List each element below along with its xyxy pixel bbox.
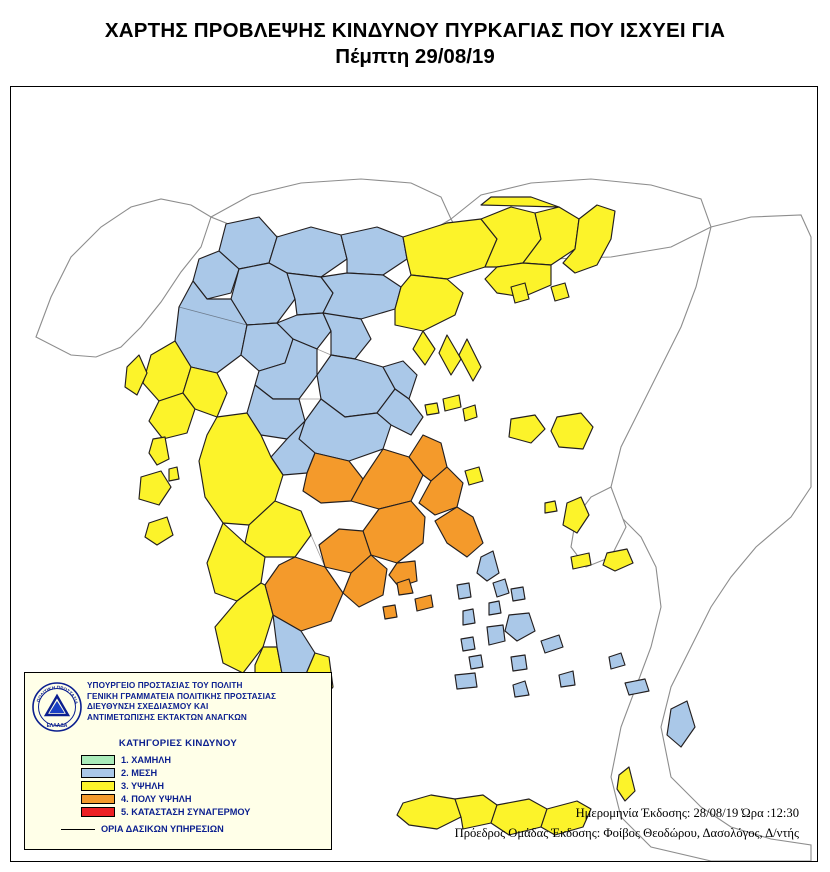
legend-swatch-very-high (81, 794, 115, 804)
prefecture-chalkidiki-peninsula-2 (439, 335, 461, 375)
island-poros-hydra (415, 595, 433, 611)
title-line-2: Πέμπτη 29/08/19 (335, 45, 495, 68)
authority-line-2: ΓΕΝΙΚΗ ΓΡΑΜΜΑΤΕΙΑ ΠΟΛΙΤΙΚΗΣ ΠΡΟΣΤΑΣΙΑΣ (87, 691, 277, 701)
island-spetses (383, 605, 397, 619)
prefecture-thessaloniki (321, 273, 401, 319)
issue-date-line: Ημερομηνία Έκδοσης: 28/08/19 Ώρα :12:30 (575, 806, 799, 820)
island-lefkada (149, 437, 169, 465)
legend-swatch-medium (81, 768, 115, 778)
island-skopelos (443, 395, 461, 411)
map-credits (455, 803, 799, 843)
legend-boundary-row (25, 824, 331, 834)
island-kea (457, 583, 471, 599)
island-samothraki (551, 283, 569, 301)
prefecture-kilkis (341, 227, 407, 275)
legend-label-medium: 2. ΜΕΣΗ (121, 767, 158, 778)
island-andros (477, 551, 499, 581)
legend-items (25, 753, 331, 818)
island-alonnisos (463, 405, 477, 421)
island-naxos (505, 613, 535, 641)
prefecture-evia-south (435, 507, 483, 557)
island-ithaki (169, 467, 179, 481)
legend-label-very-high: 4. ΠΟΛΥ ΥΨΗΛΗ (121, 793, 192, 804)
legend-item-3 (81, 779, 331, 792)
island-paros (487, 625, 505, 645)
map-frame (10, 86, 818, 862)
page-title (0, 18, 830, 70)
island-limnos (509, 415, 545, 443)
authority-line-3: ΔΙΕΥΘΥΝΣΗ ΣΧΕΔΙΑΣΜΟΥ ΚΑΙ (87, 702, 209, 711)
island-lesvos (551, 413, 593, 449)
legend-label-high: 3. ΥΨΗΛΗ (121, 780, 165, 791)
legend-item-5 (81, 805, 331, 818)
legend-label-boundary: ΟΡΙΑ ΔΑΣΙΚΩΝ ΥΠΗΡΕΣΙΩΝ (101, 824, 224, 834)
legend-label-low: 1. ΧΑΜΗΛΗ (121, 754, 172, 765)
island-ios (511, 655, 527, 671)
legend-swatch-alarm (81, 807, 115, 817)
authority-line-4: ΑΝΤΙΜΕΤΩΠΙΣΗΣ ΕΚΤΑΚΤΩΝ ΑΝΑΓΚΩΝ (87, 712, 247, 722)
island-kerkyra (125, 355, 147, 395)
legend-item-2 (81, 766, 331, 779)
title-line-1: ΧΑΡΤΗΣ ΠΡΟΒΛΕΨΗΣ ΚΙΝΔΥΝΟΥ ΠΥΡΚΑΓΙΑΣ ΠΟΥ ΙΣΧΥΕΙ ΓΙΑ (104, 19, 726, 42)
legend-swatch-low (81, 755, 115, 765)
boundary-line-icon (61, 829, 95, 830)
island-kalymnos (609, 653, 625, 669)
island-sifnos (469, 655, 483, 669)
prefecture-chalkidiki-peninsula-3 (459, 339, 481, 381)
svg-text:ΠΟΛΙΤΙΚΗ ΠΡΟΣΤΑΣΙΑ: ΠΟΛΙΤΙΚΗ ΠΡΟΣΤΑΣΙΑ (35, 684, 79, 705)
island-kefalonia (139, 471, 171, 505)
country-turkey-outline (611, 215, 811, 861)
island-mykonos (511, 587, 525, 601)
island-syros (489, 601, 501, 615)
issuer-line: Πρόεδρος Ομάδας Έκδοσης: Φοίβος Θεοδώρου, Δασολόγος, Δ/ντής (454, 826, 799, 840)
island-rodos (667, 701, 695, 747)
svg-text:ΕΛΛΑΔΑ: ΕΛΛΑΔΑ (46, 723, 68, 729)
island-astypalaia (559, 671, 575, 687)
legend-label-alarm: 5. ΚΑΤΑΣΤΑΣΗ ΣΥΝΑΓΕΡΜΟΥ (121, 806, 251, 817)
island-zakynthos (145, 517, 173, 545)
island-skyros (465, 467, 483, 485)
island-amorgos (541, 635, 563, 653)
prefecture-attiki (363, 501, 425, 563)
authority-line-1: ΥΠΟΥΡΓΕΙΟ ΠΡΟΣΤΑΣΙΑΣ ΤΟΥ ΠΟΛΙΤΗ (87, 681, 243, 690)
legend-header (25, 673, 331, 735)
prefecture-pieria (323, 313, 371, 359)
island-kythnos (463, 609, 475, 625)
island-thasos (511, 283, 529, 303)
prefecture-sporades-skiathos (425, 403, 439, 415)
prefecture-chalkidiki-peninsula-1 (413, 331, 435, 365)
island-psara (545, 501, 557, 513)
legend-item-1 (81, 753, 331, 766)
map-legend (24, 672, 332, 850)
legend-authority-text (87, 679, 276, 723)
island-tinos (493, 579, 509, 597)
legend-swatch-high (81, 781, 115, 791)
legend-item-4 (81, 792, 331, 805)
island-serifos (461, 637, 475, 651)
island-milos (455, 673, 477, 689)
legend-categories-title: ΚΑΤΗΓΟΡΙΕΣ ΚΙΝΔΥΝΟΥ (118, 738, 238, 749)
civil-protection-logo (31, 679, 83, 735)
island-santorini (513, 681, 529, 697)
prefecture-chalkidiki (395, 275, 463, 331)
prefecture-chania (397, 795, 461, 829)
